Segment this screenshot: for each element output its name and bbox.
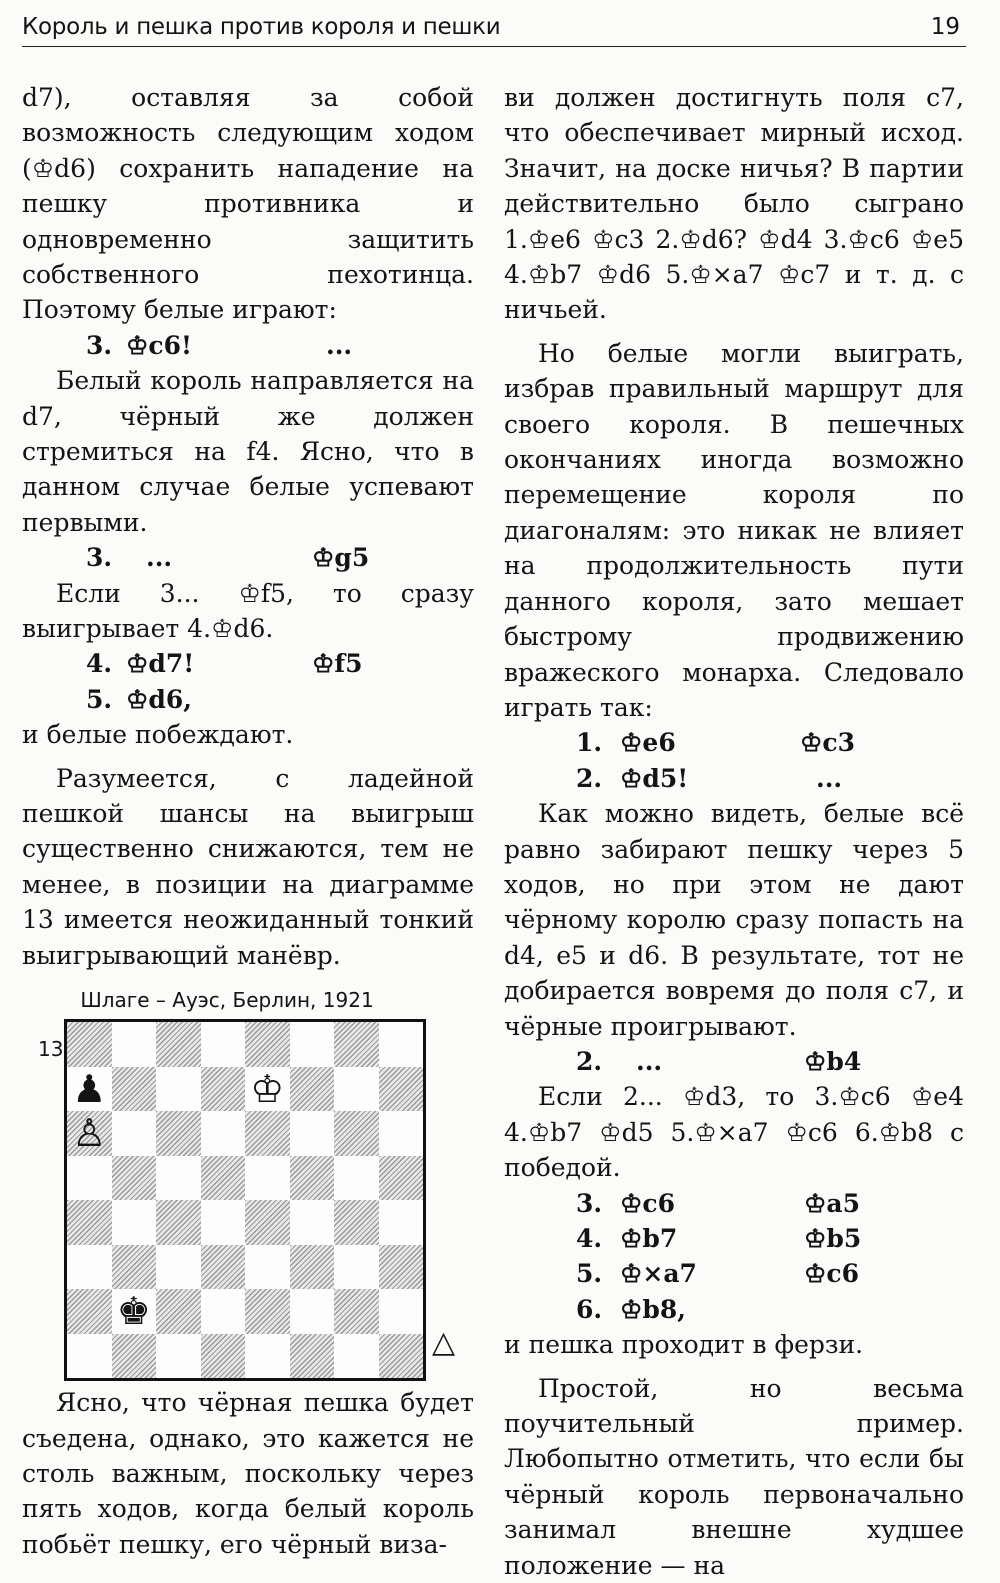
square-g7 xyxy=(334,1067,379,1112)
white-to-move-icon: △ xyxy=(432,1325,456,1361)
paragraph: Но белые могли выиграть, избрав правильный маршрут для своего короля. В пешечных окончаниях иногда возможно перемещение короля по диагоналям: это никак не влияет на продолжительность пути данного короля, зато мешает быстрому продвижению вражеского монарха. Следовало играть так: xyxy=(504,338,964,722)
white-move: ♔e6 xyxy=(620,728,676,758)
move-line xyxy=(22,540,474,575)
square-b2 xyxy=(112,1289,157,1334)
move-number: 6. xyxy=(576,1294,603,1324)
square-g2 xyxy=(334,1289,379,1334)
square-g3 xyxy=(334,1245,379,1290)
square-a6 xyxy=(67,1111,112,1156)
square-d6 xyxy=(201,1111,246,1156)
white-move: ... xyxy=(146,543,173,573)
paragraph: и белые побеждают. xyxy=(22,720,294,750)
move-line xyxy=(504,725,964,760)
black-move: ♔b4 xyxy=(804,1046,862,1076)
square-e8 xyxy=(245,1022,290,1067)
move-number: 2. xyxy=(576,763,603,793)
white-move: ♔b7 xyxy=(620,1223,678,1253)
black-move: ♔g5 xyxy=(312,543,370,573)
square-b3 xyxy=(112,1245,157,1290)
square-a2 xyxy=(67,1289,112,1334)
square-h6 xyxy=(379,1111,424,1156)
move-line xyxy=(22,328,474,363)
move-number: 3. xyxy=(576,1188,603,1218)
square-b5 xyxy=(112,1156,157,1201)
page-number: 19 xyxy=(930,14,960,40)
square-b1 xyxy=(112,1334,157,1379)
square-e3 xyxy=(245,1245,290,1290)
square-c3 xyxy=(156,1245,201,1290)
square-a3 xyxy=(67,1245,112,1290)
paragraph: ви должен достигнуть поля c7, что обеспечивает мирный исход. Значит, на доске ничья? В партии действительно было сыграно 1.♔e6 ♔c3 2.♔d6? ♔d4 3.♔c6 ♔e5 4.♔b7 ♔d6 5.♔×a7 ♔c7 и т. д. с ничьей. xyxy=(504,83,964,325)
square-a8 xyxy=(67,1022,112,1067)
paragraph: Если 2... ♔d3, то 3.♔c6 ♔e4 4.♔b7 ♔d5 5.♔×a7 ♔c6 6.♔b8 с победой. xyxy=(504,1082,964,1183)
square-c8 xyxy=(156,1022,201,1067)
square-g4 xyxy=(334,1200,379,1245)
square-a5 xyxy=(67,1156,112,1201)
black-move: ♔c6 xyxy=(804,1259,860,1289)
square-e2 xyxy=(245,1289,290,1334)
paragraph: и пешка проходит в ферзи. xyxy=(504,1330,864,1360)
black-move: ... xyxy=(326,330,353,360)
square-a1 xyxy=(67,1334,112,1379)
move-number: 3. xyxy=(86,543,113,573)
square-d5 xyxy=(201,1156,246,1201)
square-g5 xyxy=(334,1156,379,1201)
square-f4 xyxy=(290,1200,335,1245)
square-f1 xyxy=(290,1334,335,1379)
move-line xyxy=(504,1044,964,1079)
square-d3 xyxy=(201,1245,246,1290)
square-c2 xyxy=(156,1289,201,1334)
square-h8 xyxy=(379,1022,424,1067)
chess-diagram xyxy=(22,1015,474,1385)
square-b7 xyxy=(112,1067,157,1112)
move-line xyxy=(504,1292,964,1327)
black-move: ♔b5 xyxy=(804,1223,862,1253)
square-d4 xyxy=(201,1200,246,1245)
diagram-caption: Шлаге – Ауэс, Берлин, 1921 xyxy=(80,988,374,1013)
move-line xyxy=(504,761,964,796)
square-g6 xyxy=(334,1111,379,1156)
paragraph: Ясно, что чёрная пешка будет съедена, однако, это кажется не столь важным, поскольку через пять ходов, когда белый король побьёт пешку, его чёрный виза- xyxy=(22,1388,474,1559)
square-b8 xyxy=(112,1022,157,1067)
square-d7 xyxy=(201,1067,246,1112)
move-line xyxy=(22,682,474,717)
square-f6 xyxy=(290,1111,335,1156)
square-f3 xyxy=(290,1245,335,1290)
square-c7 xyxy=(156,1067,201,1112)
square-c1 xyxy=(156,1334,201,1379)
move-line xyxy=(22,646,474,681)
move-number: 1. xyxy=(576,728,603,758)
square-d8 xyxy=(201,1022,246,1067)
white-pawn-icon: ♙ xyxy=(72,1111,107,1156)
diagram-number: 13 xyxy=(38,1037,64,1062)
chapter-title: Король и пешка против короля и пешки xyxy=(22,14,501,40)
square-d1 xyxy=(201,1334,246,1379)
white-move: ♔b8, xyxy=(620,1294,686,1324)
white-move: ♔d7! xyxy=(126,649,195,679)
paragraph: Разумеется, с ладейной пешкой шансы на выигрыш существенно снижаются, тем не менее, в позиции на диаграмме 13 имеется неожиданный тонкий выигрывающий манёвр. xyxy=(22,763,474,970)
square-a7 xyxy=(67,1067,112,1112)
square-h1 xyxy=(379,1334,424,1379)
black-move: ... xyxy=(816,763,843,793)
paragraph: d7), оставляя за собой возможность следующим ходом (♔d6) сохранить нападение на пешку противника и одновременно защитить собственного пехотинца. Поэтому белые играют: xyxy=(22,83,474,325)
square-c6 xyxy=(156,1111,201,1156)
chess-board xyxy=(64,1019,426,1381)
black-king-icon: ♚ xyxy=(116,1289,151,1334)
move-number: 3. xyxy=(86,330,113,360)
square-g8 xyxy=(334,1022,379,1067)
move-number: 5. xyxy=(86,684,113,714)
white-move: ♔d6, xyxy=(126,684,192,714)
square-f8 xyxy=(290,1022,335,1067)
black-move: ♔f5 xyxy=(312,649,363,679)
black-move: ♔c3 xyxy=(800,728,856,758)
paragraph: Как можно видеть, белые всё равно забирают пешку через 5 ходов, но при этом не дают чёрному королю сразу попасть на d4, e5 и d6. В результате, тот не добирается вовремя до поля c7, и чёрные проигрывают. xyxy=(504,799,964,1041)
black-pawn-icon: ♟ xyxy=(72,1066,107,1111)
square-e5 xyxy=(245,1156,290,1201)
square-a4 xyxy=(67,1200,112,1245)
move-number: 2. xyxy=(576,1046,603,1076)
white-king-icon: ♔ xyxy=(250,1066,285,1111)
square-e7 xyxy=(245,1067,290,1112)
square-f2 xyxy=(290,1289,335,1334)
white-move: ... xyxy=(636,1046,663,1076)
white-move: ♔c6 xyxy=(620,1188,676,1218)
left-column xyxy=(22,80,474,1562)
move-number: 4. xyxy=(576,1223,603,1253)
square-b6 xyxy=(112,1111,157,1156)
square-h4 xyxy=(379,1200,424,1245)
running-header xyxy=(22,10,966,47)
square-c4 xyxy=(156,1200,201,1245)
white-move: ♔d5! xyxy=(620,763,689,793)
square-f7 xyxy=(290,1067,335,1112)
paragraph: Если 3... ♔f5, то сразу выигрывает 4.♔d6. xyxy=(22,578,474,644)
square-h2 xyxy=(379,1289,424,1334)
square-h3 xyxy=(379,1245,424,1290)
paragraph: Простой, но весьма поучительный пример. Любопытно отметить, что если бы чёрный король первоначально занимал внешне худшее положение — на xyxy=(504,1373,964,1580)
move-number: 4. xyxy=(86,649,113,679)
square-e6 xyxy=(245,1111,290,1156)
square-h5 xyxy=(379,1156,424,1201)
square-g1 xyxy=(334,1334,379,1379)
black-move: ♔a5 xyxy=(804,1188,861,1218)
white-move: ♔c6! xyxy=(126,330,193,360)
square-h7 xyxy=(379,1067,424,1112)
square-e4 xyxy=(245,1200,290,1245)
square-f5 xyxy=(290,1156,335,1201)
right-column xyxy=(504,80,964,1583)
move-number: 5. xyxy=(576,1259,603,1289)
move-line xyxy=(504,1221,964,1256)
white-move: ♔×a7 xyxy=(620,1259,697,1289)
square-c5 xyxy=(156,1156,201,1201)
square-d2 xyxy=(201,1289,246,1334)
move-line xyxy=(504,1186,964,1221)
paragraph: Белый король направляется на d7, чёрный же должен стремиться на f4. Ясно, что в данном случае белые успевают первыми. xyxy=(22,366,474,537)
square-b4 xyxy=(112,1200,157,1245)
move-line xyxy=(504,1256,964,1291)
square-e1 xyxy=(245,1334,290,1379)
